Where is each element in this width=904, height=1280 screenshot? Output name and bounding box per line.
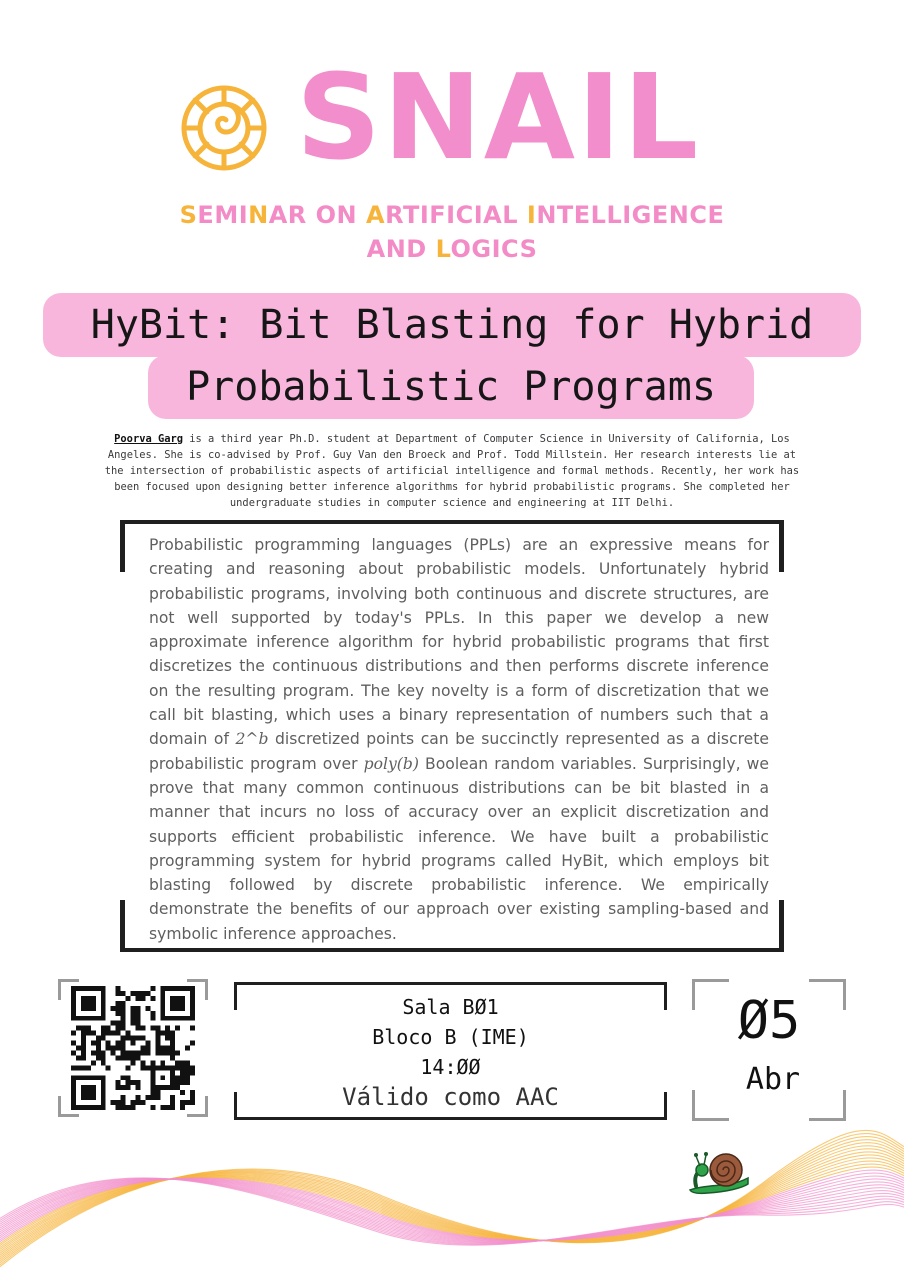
subtitle-segment: L bbox=[435, 235, 451, 263]
event-month: Abr bbox=[745, 1062, 801, 1097]
event-day: Ø5 bbox=[737, 991, 801, 1051]
speaker-bio-text: is a third year Ph.D. student at Department of Computer Science in University of California, Los Angeles. She is co-advised by Prof. Guy Van den Broeck and Prof. Todd Millstein. Her research interests lie at the intersection of probabilistic aspects of artificial intelligence and formal methods. Recently, her work has been focused upon designing better inference algorithms for hybrid probabilistic programs. She completed her undergraduate studies in computer science and engineering at IIT Delhi. bbox=[104, 433, 800, 509]
event-credit: Válido como AAC bbox=[342, 1083, 559, 1111]
subtitle-segment: I bbox=[526, 201, 537, 229]
decorative-waves bbox=[0, 1125, 904, 1280]
subtitle-segment: RTIFICIAL bbox=[385, 201, 527, 229]
date-box bbox=[692, 979, 846, 1121]
abstract-part-1: Probabilistic programming languages (PPLs) are an expressive means for creating and reasoning about probabilistic models. Unfortunately hybrid probabilistic programs, involving both continuous and discrete structures, are not well supported by today's PPLs. In this paper we develop a new approximate inference algorithm for hybrid probabilistic programs that first discretizes the continuous distributions and then performs discrete inference on the resulting program. The key novelty is a form of discretization that we call bit blasting, which uses a binary representation of numbers such that a domain of bbox=[149, 536, 769, 749]
brand-title: SNAIL bbox=[296, 48, 701, 186]
abstract-math-2: poly(b) bbox=[363, 754, 419, 773]
event-time: 14:ØØ bbox=[420, 1055, 481, 1079]
subtitle-segment: NTELLIGENCE bbox=[536, 201, 725, 229]
subtitle-segment: N bbox=[248, 201, 269, 229]
brand-subtitle-line-2 bbox=[100, 232, 804, 266]
speaker-bio bbox=[96, 431, 808, 511]
event-building: Bloco B (IME) bbox=[372, 1025, 529, 1049]
abstract-text bbox=[149, 533, 769, 946]
abstract-part-2: discretized points can be succinctly represented as a discrete probabilistic program over bbox=[149, 730, 769, 773]
qr-code[interactable] bbox=[58, 979, 208, 1117]
talk-title-line-1: HyBit: Bit Blasting for Hybrid bbox=[43, 293, 861, 357]
subtitle-segment: S bbox=[179, 201, 198, 229]
subtitle-segment: AR ON bbox=[268, 201, 366, 229]
talk-title-line-2: Probabilistic Programs bbox=[148, 355, 754, 419]
event-room: Sala BØ1 bbox=[402, 995, 499, 1019]
abstract-math-1: 2^b bbox=[235, 730, 269, 749]
subtitle-segment: AND bbox=[366, 235, 436, 263]
brand-subtitle-line-1 bbox=[100, 198, 804, 232]
subtitle-segment: E bbox=[197, 201, 215, 229]
brand-subtitle bbox=[100, 198, 804, 266]
qr-code-icon bbox=[71, 986, 195, 1110]
shell-logo-icon bbox=[178, 82, 270, 174]
speaker-name: Poorva Garg bbox=[114, 433, 183, 445]
subtitle-segment: MI bbox=[214, 201, 249, 229]
abstract-part-3: Boolean random variables. Surprisingly, we prove that many common continuous distributions can be bit blasted in a manner that incurs no loss of accuracy over an explicit discretization and supports efficient probabilistic inference. We have built a probabilistic programming system for hybrid programs called HyBit, which employs bit blasting followed by discrete probabilistic inference. We empirically demonstrate the benefits of our approach over existing sampling-based and symbolic inference approaches. bbox=[149, 754, 769, 943]
subtitle-segment: OGICS bbox=[450, 235, 538, 263]
snail-icon bbox=[686, 1150, 752, 1196]
subtitle-segment: A bbox=[366, 201, 386, 229]
location-box bbox=[234, 982, 667, 1120]
